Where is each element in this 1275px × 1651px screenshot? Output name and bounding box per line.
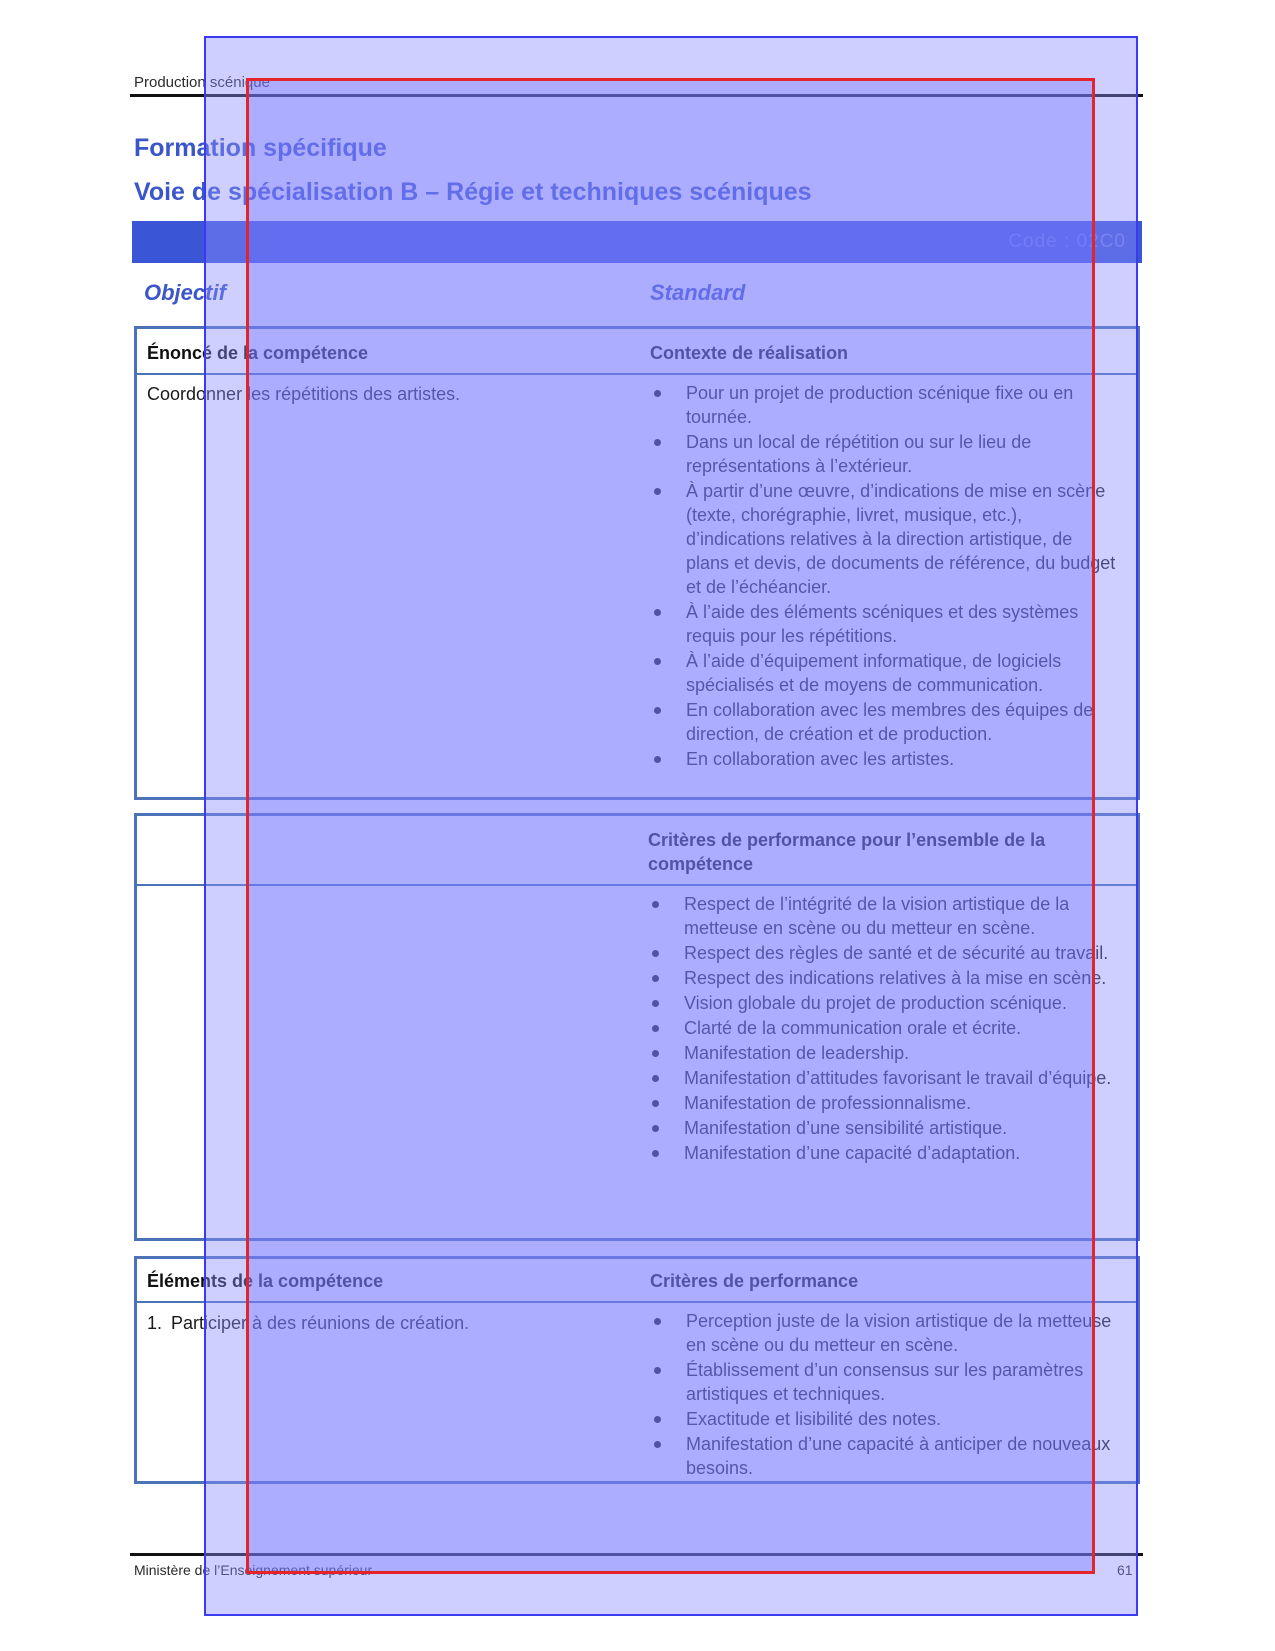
list-item-text: Perception juste de la vision artistique de la metteuse en scène ou du metteur en scène. [686, 1311, 1112, 1355]
list-item-text: À l’aide des éléments scéniques et des systèmes requis pour les répétitions. [686, 602, 1079, 646]
list-item-text: Clarté de la communication orale et écrite. [684, 1018, 1022, 1038]
objective-heading: Objectif [144, 280, 226, 305]
list-item-text: Dans un local de répétition ou sur le lieu de représentations à l’extérieur. [686, 432, 1032, 476]
criteria-heading: Critères de performance [650, 1271, 859, 1291]
competency-element: 1. Participer à des réunions de création. [147, 1313, 470, 1333]
selection-overlay-inner [246, 78, 1095, 1574]
page-subtitle: Voie de spécialisation B – Régie et techniques scéniques [134, 178, 812, 206]
list-item-text: En collaboration avec les artistes. [686, 749, 955, 769]
list-item-text: Manifestation de professionnalisme. [684, 1093, 972, 1113]
list-item-text: Respect des règles de santé et de sécurité au travail. [684, 943, 1109, 963]
page-number: 61 [1117, 1562, 1133, 1578]
list-item-text: Manifestation d’une capacité d’adaptation. [684, 1143, 1021, 1163]
footer-ministry: Ministère de l’Enseignement supérieur [134, 1562, 373, 1578]
standard-heading: Standard [650, 280, 746, 305]
competency-statement-heading: Énoncé de la compétence [147, 343, 369, 363]
page-title: Formation spécifique [134, 134, 387, 162]
running-header: Production scénique [134, 74, 270, 91]
list-item-text: Respect de l’intégrité de la vision artistique de la metteuse en scène ou du metteur en scène. [684, 894, 1070, 938]
competency-statement: Coordonner les répétitions des artistes. [147, 384, 461, 404]
list-item-text: Respect des indications relatives à la mise en scène. [684, 968, 1107, 988]
list-item-text: Manifestation d’attitudes favorisant le travail d’équipe. [684, 1068, 1112, 1088]
list-item-text: En collaboration avec les membres des équipes de direction, de création et de production. [686, 700, 1094, 744]
list-item-text: Manifestation d’une sensibilité artistique. [684, 1118, 1008, 1138]
list-item-text: Exactitude et lisibilité des notes. [686, 1409, 942, 1429]
elements-heading: Éléments de la compétence [147, 1271, 384, 1291]
list-item-text: À l’aide d’équipement informatique, de logiciels spécialisés et de moyens de communication. [686, 651, 1062, 695]
list-item-text: Vision globale du projet de production scénique. [684, 993, 1067, 1013]
competency-code: Code : 02C0 [1008, 231, 1126, 252]
list-item-text: Pour un projet de production scénique fixe ou en tournée. [686, 383, 1074, 427]
context-heading: Contexte de réalisation [650, 343, 849, 363]
list-item-text: Manifestation de leadership. [684, 1043, 910, 1063]
list-item-text: Établissement d’un consensus sur les paramètres artistiques et techniques. [686, 1360, 1084, 1404]
overall-criteria-heading: Critères de performance pour l’ensemble de la compétence [648, 830, 1046, 874]
list-item-text: Manifestation d’une capacité à anticiper de nouveaux besoins. [686, 1434, 1111, 1478]
list-item-text: À partir d’une œuvre, d’indications de mise en scène (texte, chorégraphie, livret, musique, etc.), d’indications relatives à la direction artistique, de plans et devis, de documents de référence, du budget et de l’échéancier. [686, 481, 1116, 597]
